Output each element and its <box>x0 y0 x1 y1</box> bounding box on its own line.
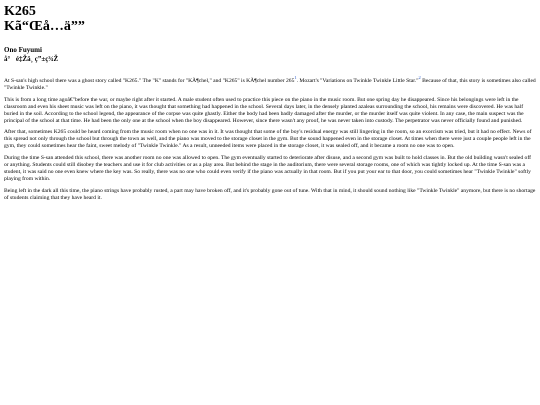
paragraph-5: Being left in the dark all this time, the piano strings have probably rusted, a part may have broken off, and it's probably gone out of tune. With that in mind, it should sound nothing like "Twinkle Twinkle" anymore, but there is no shortage of students claiming that they have heard it. <box>4 187 536 201</box>
story-title: K265 <box>4 4 36 19</box>
paragraph-1-text-before: At S-san's high school there was a ghost story called "K265." The "K" stands for "KÃ¶chel," and "K265" is KÃ¶chel number 265 <box>4 78 295 84</box>
paragraph-4: During the time S-san attended this school, there was another room no one was allowed to open. The gym eventually started to deteriorate after disuse, and a second gym was built to hold classes in. But the old building wasn't sealed off or anything. Students could still disobey the teachers and use it for club activities or as a play area. But behind the stage in the auditorium, there were several storage rooms, one of which was tightly locked up. At the time S-san was a student, it was said no one even knew where the key was. So really, there was no one who could even verify if the piano was actually in that room. But if you put your ear to that door, you could sometimes hear "Twinkle Twinkle" softly playing from within. <box>4 155 531 182</box>
author-native-name: å°é‡Žä¸ ç”±ç¾Ž <box>4 55 59 63</box>
paragraph-3: After that, sometimes K265 could be heard coming from the music room when no one was in it. It was thought that some of the boy's residual energy was still lingering in the room, so an exorcism was tried, but it had no effect. News of this spread not only through the school but through the town as well, and the piano was moved to the storage closet in the gym. But the sound happened even in the storage closet. At times when there were just a couple people left in the gym, they could sometimes hear the faint, sweet melody of "Twinkle Twinkle." As a result, unneeded items were placed in the storage closet, it was sealed off, and it became a room no one was to open. <box>4 129 532 150</box>
paragraph-2: This is from a long time agoâ€"before the war, or maybe right after it started. A male student often used to practice this piece on the piano in the music room. But one spring day he disappeared. Since his belongings were left in the classroom and even his sheet music was left on the piano, it was thought that something had happened in the school. Several days later, in the densely planted azaleas surrounding the school, his remains were discovered. He was half buried in the soil. According to the school legend, the appearance of the corpse was quite ghastly. Either the body had been badly damaged after the murder, or the murder itself was quite violent. In any case, the main suspect was the principal of the school at that time. He had been the only one at the school when the boy disappeared. However, since there wasn't any proof, he was never taken into custody. The perpetrator was never officially found and punished. <box>4 96 524 124</box>
paragraph-1-text-after: Because of that, this story is sometimes also called "Twinkle Twinkle." <box>4 78 536 91</box>
paragraph-1-text-mid: . Mozart's "Variations on Twinkle Twinkle Little Star." <box>296 78 419 84</box>
footnote-link-1[interactable]: 1 <box>294 75 297 81</box>
author-name: Ono Fuyumi <box>4 46 42 54</box>
story-subtitle: Kã“Œå…ä”” <box>4 19 85 34</box>
paragraph-1 <box>4 75 536 92</box>
footnote-link-2[interactable]: 2 <box>418 75 421 81</box>
document-page <box>0 0 540 202</box>
